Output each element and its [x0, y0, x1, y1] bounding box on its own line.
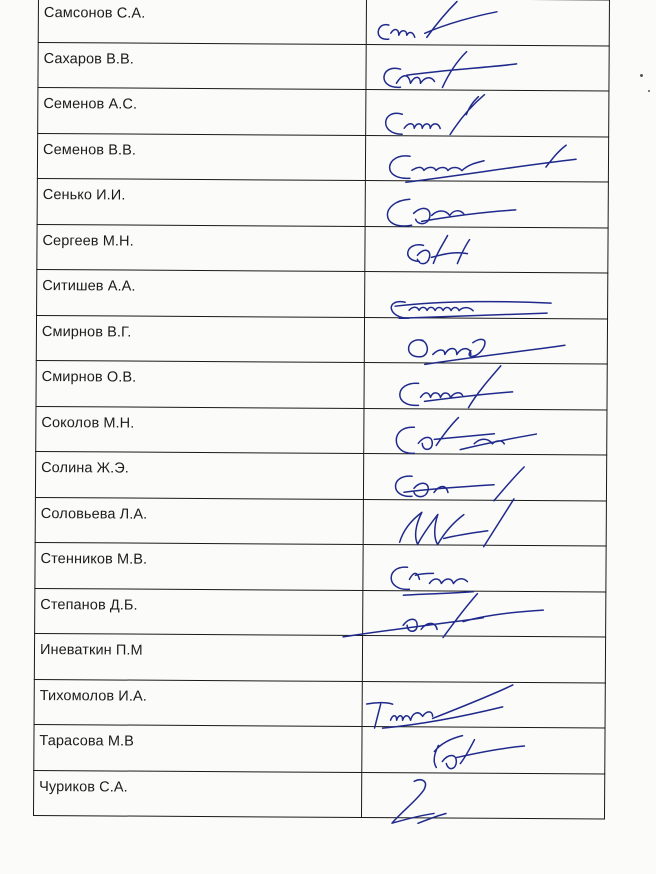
person-name: Семенов А.С.: [43, 96, 138, 113]
table-row: [37, 224, 608, 273]
person-name: Смирнов О.В.: [41, 369, 137, 386]
table-row: [35, 497, 606, 546]
table-row: [38, 42, 609, 91]
person-name: Ситишев А.А.: [42, 278, 136, 295]
person-name: Смирнов В.Г.: [41, 323, 132, 341]
table-row: [36, 315, 607, 364]
table-row: [37, 133, 608, 182]
person-name: Чуриков С.А.: [39, 778, 128, 796]
table-row: [36, 406, 607, 455]
person-name: Сенько И.И.: [42, 187, 126, 204]
person-name: Степанов Д.Б.: [40, 596, 138, 614]
person-name: Стенников М.В.: [40, 551, 148, 568]
table-row: [37, 269, 608, 318]
table-row: [38, 88, 609, 137]
person-name: Сахаров В.В.: [43, 50, 134, 68]
person-name: Семенов В.В.: [43, 141, 137, 159]
scan-speck: [648, 90, 650, 92]
table-row: [34, 633, 605, 682]
scan-speck: [640, 74, 643, 77]
table-row: [36, 360, 607, 409]
table-row: [34, 679, 605, 728]
person-name: Сергеев М.Н.: [42, 232, 134, 250]
person-name: Тарасова М.В: [39, 733, 134, 750]
table-row: [35, 451, 606, 500]
table-row: [35, 542, 606, 591]
table-row: [35, 588, 606, 637]
table-row: [34, 724, 605, 773]
person-name: Самсонов С.А.: [43, 5, 146, 22]
table-row: [33, 770, 604, 819]
person-name: Соколов М.Н.: [41, 414, 135, 432]
table-row: [37, 178, 608, 227]
person-name: Соловьева Л.А.: [40, 505, 148, 523]
person-name: Тихомолов И.А.: [39, 687, 147, 705]
person-name: Иневаткин П.М: [39, 642, 143, 659]
handwritten-signature: [362, 766, 604, 829]
person-name: Солина Ж.Э.: [41, 460, 130, 477]
signature-table: [33, 0, 610, 819]
